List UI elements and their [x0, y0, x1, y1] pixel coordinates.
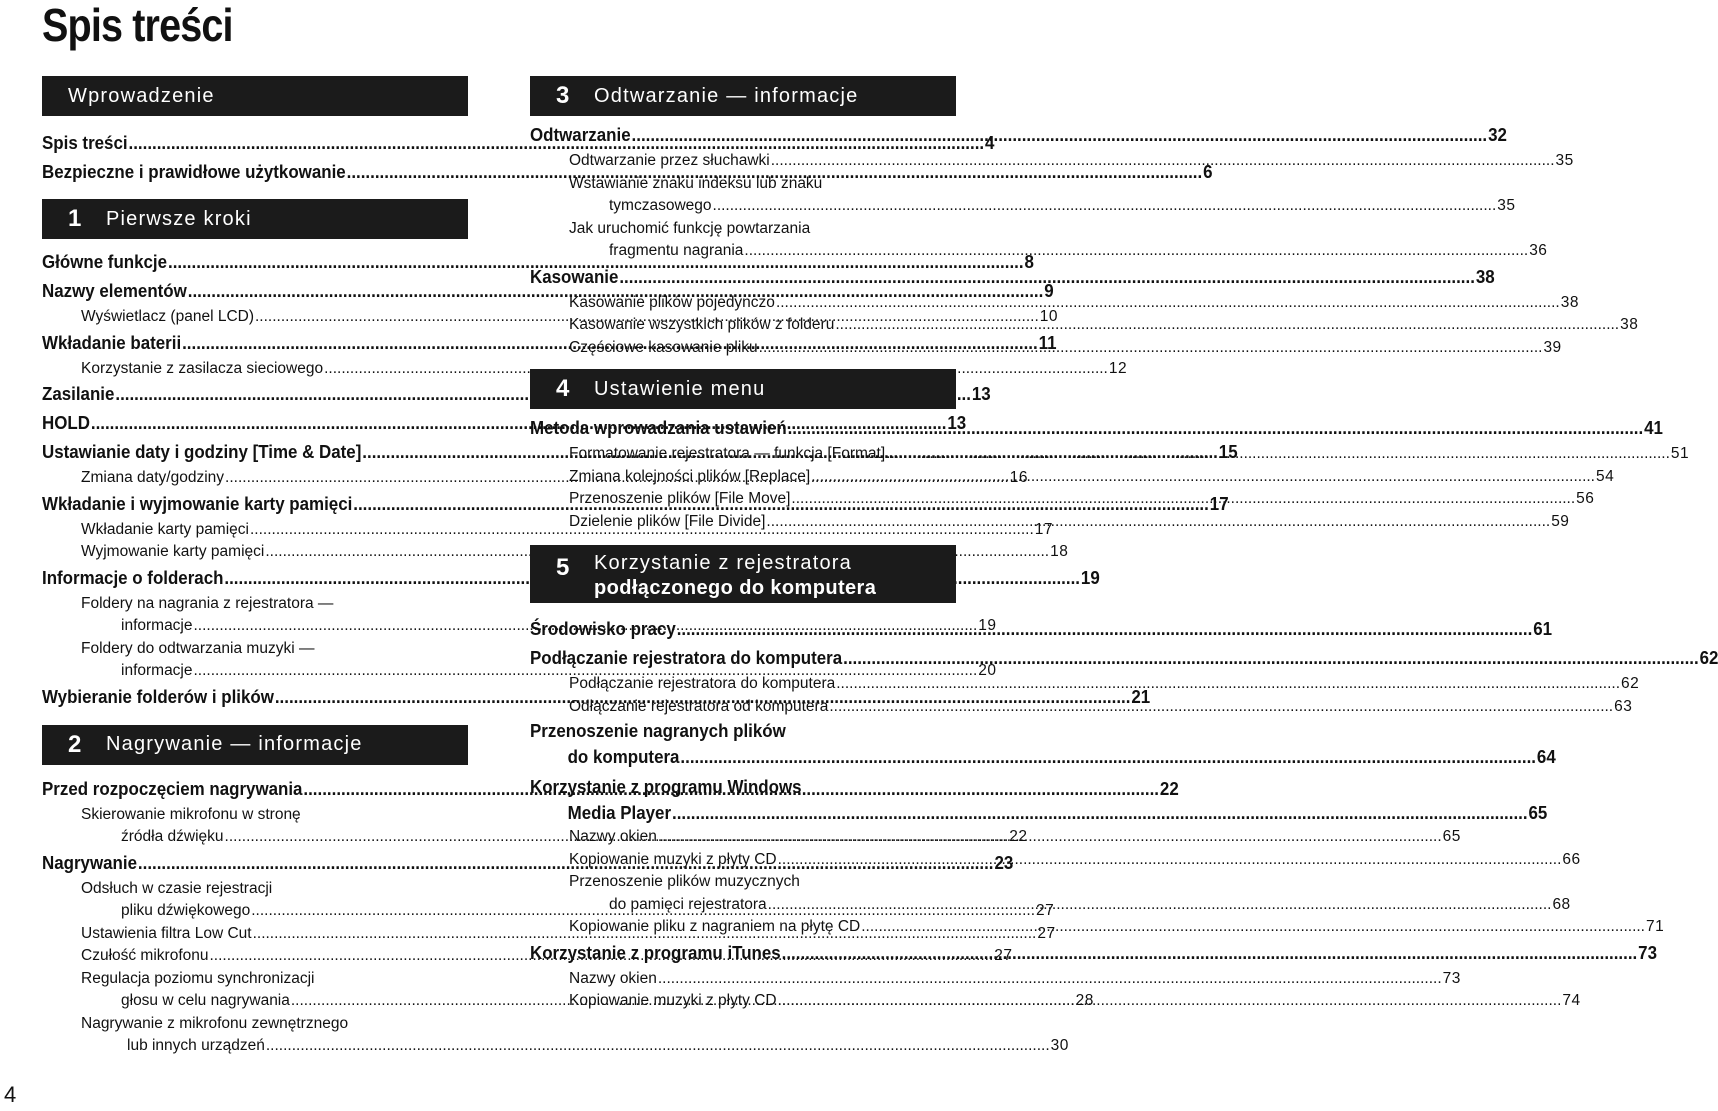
toc-entry[interactable]: Odtwarzanie ..... 32	[530, 121, 956, 150]
toc-subentry[interactable]: tymczasowego ..... 35	[530, 195, 956, 218]
toc-subentry[interactable]: Podłączanie rejestratora do komputera ..... 62	[530, 673, 956, 696]
toc-subentry[interactable]: pliku dźwiękowego ..... 27	[42, 900, 468, 923]
toc-entry[interactable]: Media Player ..... 65	[530, 800, 994, 826]
toc-subentry[interactable]: Kopiowanie muzyki z płyty CD ..... 66	[530, 849, 956, 872]
toc-entry[interactable]: Korzystanie z programu iTunes ..... 73	[530, 939, 956, 968]
page-title: Spis treści	[42, 0, 233, 51]
toc-subentry[interactable]: Nazwy okien ..... 73	[530, 968, 956, 991]
toc-subentry-line[interactable]: Skierowanie mikrofonu w stronę	[81, 805, 301, 823]
toc-entry[interactable]: Zasilanie ..... 13	[42, 380, 468, 409]
toc-subentry[interactable]: Czułość mikrofonu ..... 27	[42, 945, 468, 968]
toc-subentry[interactable]: Korzystanie z zasilacza sieciowego ..... 12	[42, 358, 468, 381]
toc-entry[interactable]: Kasowanie ..... 38	[530, 263, 956, 292]
toc-subentry-line[interactable]: Foldery na nagrania z rejestratora —	[81, 594, 334, 612]
toc-subentry-line[interactable]: Odsłuch w czasie rejestracji	[81, 879, 273, 897]
toc-subentry[interactable]: Dzielenie plików [File Divide] ..... 59	[530, 511, 956, 534]
toc-entry[interactable]: Ustawianie daty i godziny [Time & Date] ..... 15	[42, 438, 468, 467]
page-number: 4	[4, 1082, 17, 1107]
toc-subentry[interactable]: Wkładanie karty pamięci ..... 17	[42, 519, 468, 542]
toc-entry[interactable]: do komputera ..... 64	[530, 744, 994, 770]
toc-entry[interactable]: Wkładanie baterii ..... 11	[42, 329, 468, 358]
toc-entry[interactable]: Spis treści ..... 4	[42, 129, 468, 158]
toc-subentry-line[interactable]: Wstawianie znaku indeksu lub znaku	[569, 174, 823, 192]
section-number: 3	[556, 82, 570, 109]
section-number: 2	[68, 730, 82, 758]
toc-subentry[interactable]: Formatowanie rejestratora — funkcja [Format] ..... 51	[530, 443, 956, 466]
section-label-line2: podłączonego do komputera	[594, 577, 877, 599]
section-header-intro	[42, 76, 468, 116]
toc-subentry[interactable]: Kasowanie wszystkich plików z folderu ..... 38	[530, 314, 956, 337]
toc-entry[interactable]: Podłączanie rejestratora do komputera ..... 62	[530, 644, 956, 673]
section-header-1	[42, 199, 468, 239]
toc-entry[interactable]: Metoda wprowadzania ustawień ..... 41	[530, 414, 956, 443]
toc-entry[interactable]: Bezpieczne i prawidłowe użytkowanie ..... 6	[42, 158, 468, 187]
toc-entry[interactable]: Środowisko pracy ..... 61	[530, 615, 956, 644]
section-label: Odtwarzanie — informacje	[594, 84, 859, 107]
toc-entry[interactable]: Główne funkcje ..... 8	[42, 248, 468, 277]
toc-subentry[interactable]: lub innych urządzeń ..... 30	[42, 1035, 468, 1058]
toc-entry-line[interactable]: Przenoszenie nagranych plików	[530, 721, 786, 741]
section-number: 5	[556, 554, 570, 581]
toc-subentry-line[interactable]: Nagrywanie z mikrofonu zewnętrznego	[81, 1014, 349, 1032]
toc-subentry[interactable]: informacje ..... 19	[42, 615, 468, 638]
toc-subentry[interactable]: informacje ..... 20	[42, 660, 468, 683]
section-header-4	[530, 369, 956, 409]
toc-subentry[interactable]: Wyświetlacz (panel LCD) ..... 10	[42, 306, 468, 329]
section-label: Nagrywanie — informacje	[106, 733, 363, 755]
toc-subentry[interactable]: głosu w celu nagrywania ..... 28	[42, 990, 468, 1013]
toc-entry[interactable]: Wybieranie folderów i plików ..... 21	[42, 683, 468, 712]
section-label: Pierwsze kroki	[106, 207, 252, 230]
toc-subentry[interactable]: Częściowe kasowanie pliku ..... 39	[530, 337, 956, 360]
toc-entry[interactable]: Wkładanie i wyjmowanie karty pamięci ..... 17	[42, 490, 468, 519]
section-header-5	[530, 545, 956, 603]
toc-subentry[interactable]: Kopiowanie muzyki z płyty CD ..... 74	[530, 990, 956, 1013]
toc-entry[interactable]: HOLD ..... 13	[42, 409, 468, 438]
section-number: 4	[556, 375, 570, 402]
toc-subentry[interactable]: Odtwarzanie przez słuchawki ..... 35	[530, 150, 956, 173]
section-label: Korzystanie z rejestratora	[594, 552, 852, 574]
section-label: Ustawienie menu	[594, 377, 766, 400]
section-header-2	[42, 725, 468, 765]
toc-subentry[interactable]: źródła dźwięku ..... 22	[42, 826, 468, 849]
toc-subentry[interactable]: Kasowanie plików pojedynczo ..... 38	[530, 292, 956, 315]
toc-subentry[interactable]: Wyjmowanie karty pamięci ..... 18	[42, 541, 468, 564]
toc-subentry-line[interactable]: Jak uruchomić funkcję powtarzania	[569, 219, 811, 237]
toc-subentry[interactable]: Zmiana kolejności plików [Replace] ..... 54	[530, 466, 956, 489]
section-label: Wprowadzenie	[68, 84, 215, 107]
toc-subentry[interactable]: Nazwy okien ..... 65	[530, 826, 956, 849]
toc-subentry-line[interactable]: Foldery do odtwarzania muzyki —	[81, 639, 315, 657]
toc-subentry[interactable]: Zmiana daty/godziny ..... 16	[42, 467, 468, 490]
toc-subentry[interactable]: Odłączanie rejestratora od komputera ..... 63	[530, 696, 956, 719]
toc-subentry-line[interactable]: Regulacja poziomu synchronizacji	[81, 969, 315, 987]
toc-entry[interactable]: Nazwy elementów ..... 9	[42, 277, 468, 306]
section-label-block	[594, 552, 876, 600]
toc-subentry[interactable]: Przenoszenie plików [File Move] ..... 56	[530, 488, 956, 511]
toc-entry-line[interactable]: Korzystanie z programu Windows	[530, 777, 802, 797]
toc-subentry[interactable]: Kopiowanie pliku z nagraniem na płytę CD ..... 71	[530, 916, 956, 939]
toc-subentry[interactable]: fragmentu nagrania ..... 36	[530, 240, 956, 263]
toc-subentry-line[interactable]: Przenoszenie plików muzycznych	[569, 873, 800, 890]
toc-subentry[interactable]: Ustawienia filtra Low Cut ..... 27	[42, 923, 468, 946]
toc-entry[interactable]: Przed rozpoczęciem nagrywania ..... 22	[42, 775, 468, 804]
toc-entry[interactable]: Informacje o folderach ..... 19	[42, 564, 468, 593]
toc-entry[interactable]: Nagrywanie ..... 23	[42, 849, 468, 878]
section-header-3	[530, 76, 956, 116]
section-number: 1	[68, 205, 82, 232]
toc-subentry[interactable]: do pamięci rejestratora ..... 68	[530, 894, 956, 917]
